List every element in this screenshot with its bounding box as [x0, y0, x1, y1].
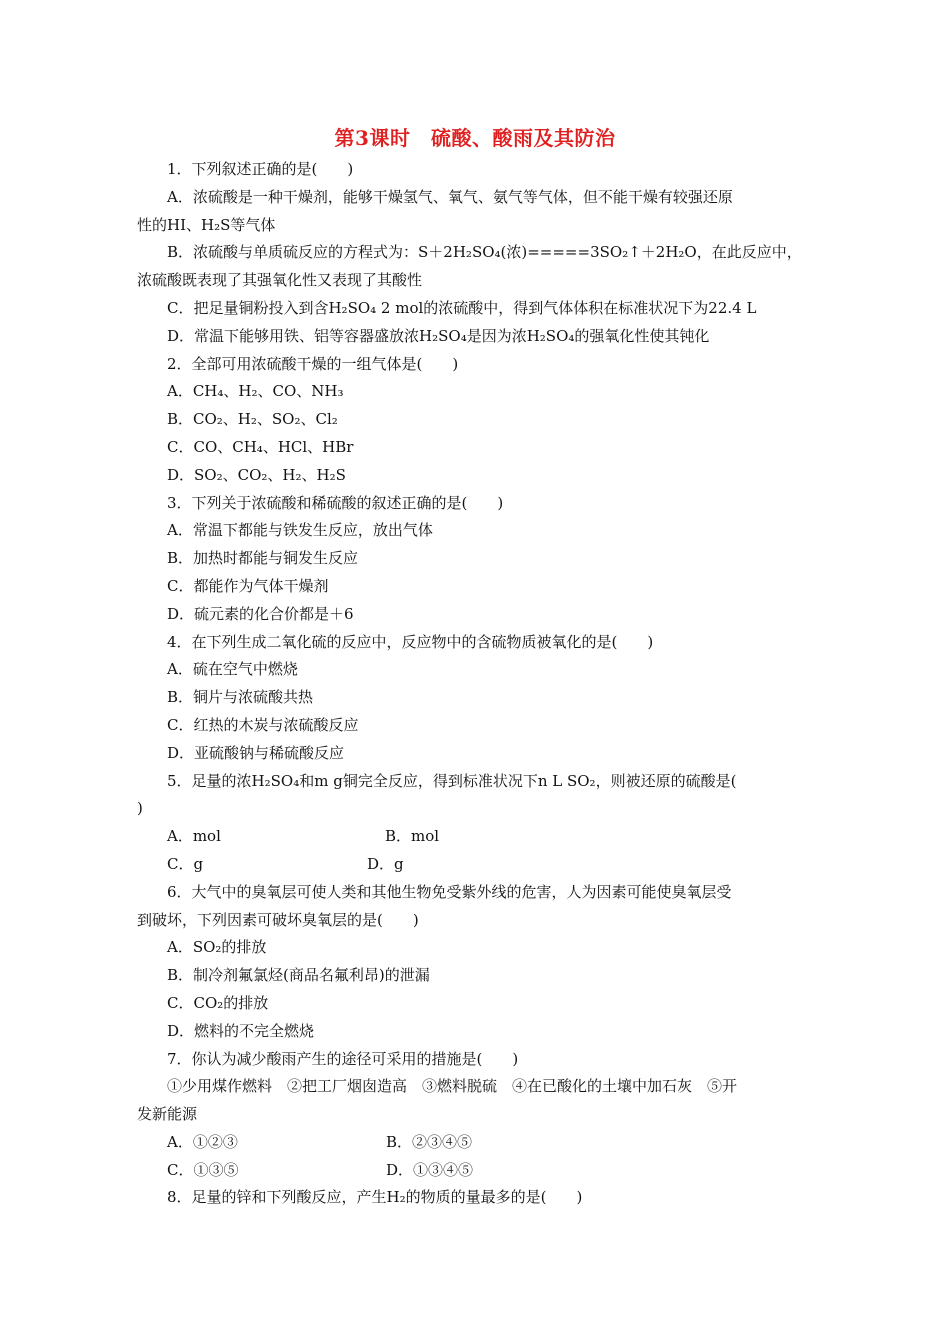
question-7-measures-cont: 发新能源: [137, 1105, 198, 1124]
question-6-option-b: B．制冷剂氟氯烃(商品名氟利昂)的泄漏: [167, 966, 430, 985]
question-5-cont: ): [137, 799, 143, 818]
question-3: 3．下列关于浓硫酸和稀硫酸的叙述正确的是( ): [167, 493, 504, 512]
question-6-cont: 到破坏，下列因素可破坏臭氧层的是( ): [137, 910, 419, 929]
question-8: 8．足量的锌和下列酸反应，产生H₂的物质的量最多的是( ): [167, 1188, 583, 1207]
question-3-option-d: D．硫元素的化合价都是＋6: [167, 604, 354, 623]
question-5-option-b: B．mol: [385, 827, 440, 846]
question-4-option-d: D．亚硫酸钠与稀硫酸反应: [167, 743, 345, 762]
question-4-option-c: C．红热的木炭与浓硫酸反应: [167, 715, 359, 734]
question-1-option-d: D．常温下能够用铁、铝等容器盛放浓H₂SO₄是因为浓H₂SO₄的强氧化性使其钝化: [167, 326, 710, 345]
question-3-option-a: A．常温下都能与铁发生反应，放出气体: [167, 521, 433, 540]
question-7: 7．你认为减少酸雨产生的途径可采用的措施是( ): [167, 1049, 519, 1068]
question-4: 4．在下列生成二氧化硫的反应中，反应物中的含硫物质被氧化的是( ): [167, 632, 654, 651]
page-title: 第3课时 硫酸、酸雨及其防治: [334, 126, 616, 150]
question-1: 1．下列叙述正确的是( ): [167, 160, 354, 178]
question-7-options-ab: [137, 1129, 817, 1157]
question-3-option-b: B．加热时都能与铜发生反应: [167, 549, 359, 568]
document-body: [137, 156, 817, 1212]
question-7-option-b: B．②③④⑤: [386, 1132, 473, 1151]
question-5-option-c: C．g: [167, 854, 204, 873]
question-7-option-d: D．①③④⑤: [386, 1160, 474, 1179]
question-1-option-a-cont: 性的HI、H₂S等气体: [137, 215, 276, 234]
question-2-option-a: A．CH₄、H₂、CO、NH₃: [167, 382, 344, 401]
question-6: 6．大气中的臭氧层可使人类和其他生物免受紫外线的危害，人为因素可能使臭氧层受: [167, 882, 732, 901]
question-3-option-c: C．都能作为气体干燥剂: [167, 576, 329, 595]
question-2: 2．全部可用浓硫酸干燥的一组气体是( ): [167, 354, 459, 373]
question-4-option-a: A．硫在空气中燃烧: [167, 660, 298, 679]
question-1-option-b-cont: 浓硫酸既表现了其强氧化性又表现了其酸性: [137, 271, 423, 290]
question-7-option-c: C．①③⑤: [167, 1160, 239, 1179]
question-7-option-a: A．①②③: [167, 1132, 238, 1151]
question-2-option-d: D．SO₂、CO₂、H₂、H₂S: [167, 465, 346, 484]
question-7-options-cd: [137, 1157, 817, 1185]
question-1-option-b: B．浓硫酸与单质硫反应的方程式为：S＋2H₂SO₄(浓)=====3SO₂↑＋2H₂O，在此反应中，: [167, 243, 802, 262]
question-6-option-a: A．SO₂的排放: [167, 938, 267, 957]
question-4-option-b: B．铜片与浓硫酸共热: [167, 688, 314, 707]
question-6-option-d: D．燃料的不完全燃烧: [167, 1021, 315, 1040]
question-5-options-ab: [137, 823, 817, 851]
question-7-measures: ①少用煤作燃料 ②把工厂烟囱造高 ③燃料脱硫 ④在已酸化的土壤中加石灰 ⑤开: [167, 1077, 738, 1096]
question-5-options-cd: [137, 851, 817, 879]
question-1-option-c: C．把足量铜粉投入到含H₂SO₄ 2 mol的浓硫酸中，得到气体体积在标准状况下为22.4 L: [167, 298, 757, 317]
question-5: 5．足量的浓H₂SO₄和m g铜完全反应，得到标准状况下n L SO₂，则被还原的硫酸是(: [167, 771, 737, 790]
question-2-option-b: B．CO₂、H₂、SO₂、Cl₂: [167, 410, 338, 429]
question-2-option-c: C．CO、CH₄、HCl、HBr: [167, 437, 354, 456]
question-6-option-c: C．CO₂的排放: [167, 993, 269, 1012]
question-5-option-a: A．mol: [167, 827, 221, 846]
question-1-option-a: A．浓硫酸是一种干燥剂，能够干燥氢气、氧气、氨气等气体，但不能干燥有较强还原: [167, 187, 733, 206]
question-5-option-d: D．g: [367, 854, 404, 873]
